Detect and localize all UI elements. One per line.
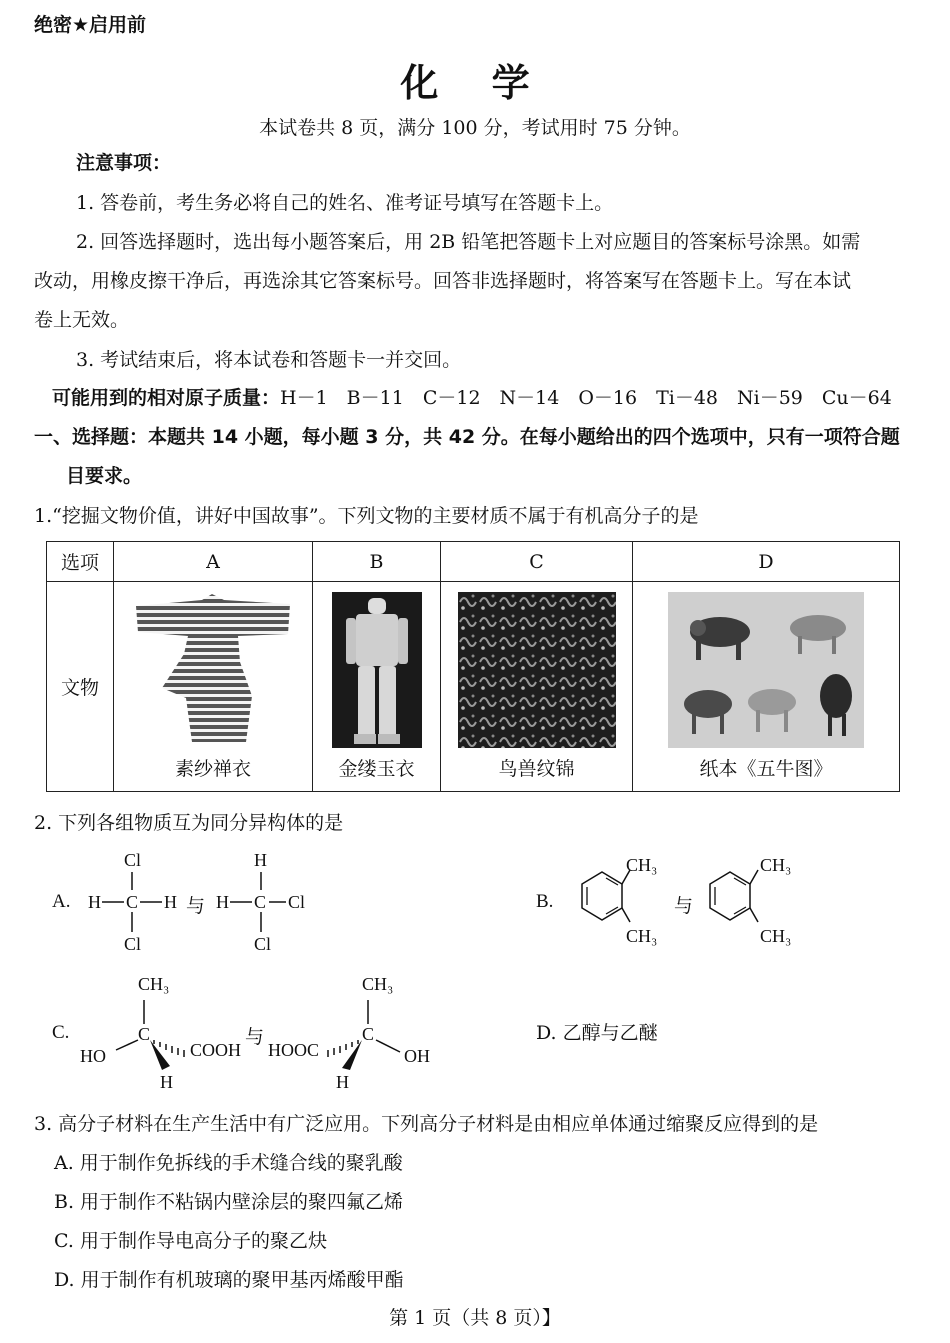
q2-option-d: D. 乙醇与乙醚 bbox=[536, 1022, 658, 1044]
atomic-masses-values: H－1 B－11 C－12 N－14 O－16 Ti－48 Ni－59 Cu－64 bbox=[280, 387, 892, 409]
section-1-heading: 一、选择题：本题共 14 小题，每小题 3 分，共 42 分。在每小题给出的四个选项中，只有一项符合题 bbox=[34, 426, 900, 448]
exam-info: 本试卷共 8 页，满分 100 分，考试用时 75 分钟。 bbox=[259, 117, 691, 139]
question-1-stem: 1.“挖掘文物价值，讲好中国故事”。下列文物的主要材质不属于有机高分子的是 bbox=[34, 505, 699, 527]
page-title: 化 学 bbox=[400, 61, 550, 105]
brocade-image bbox=[458, 592, 616, 748]
table-header-a: A bbox=[114, 542, 313, 582]
q2-c2-ch3: CH₃ bbox=[362, 974, 394, 994]
notes-heading: 注意事项： bbox=[76, 152, 172, 174]
q2-option-c-label: C. bbox=[52, 1022, 70, 1043]
q3-option-c: C. 用于制作导电高分子的聚乙炔 bbox=[54, 1230, 327, 1252]
q2-option-a-label: A. bbox=[52, 891, 71, 912]
svg-text:Cl: Cl bbox=[124, 934, 142, 954]
note-2-line3: 卷上无效。 bbox=[34, 309, 130, 331]
q2-option-c-with: 与 bbox=[245, 1027, 265, 1048]
q2-b-ch3-top-1: CH₃ bbox=[626, 855, 658, 875]
row-label-artifact: 文物 bbox=[47, 582, 114, 792]
q2-option-b-label: B. bbox=[536, 891, 554, 912]
svg-text:Cl: Cl bbox=[254, 934, 272, 954]
note-2-line1: 2. 回答选择题时，选出每小题答案后，用 2B 铅笔把答题卡上对应题目的答案标号涂黑。如需 bbox=[76, 231, 861, 253]
question-2-stem: 2. 下列各组物质互为同分异构体的是 bbox=[34, 812, 344, 834]
svg-text:Cl: Cl bbox=[124, 850, 142, 870]
note-2-line2: 改动，用橡皮擦干净后，再选涂其它答案标号。回答非选择题时，将答案写在答题卡上。写在本试 bbox=[34, 270, 852, 292]
q3-option-d: D. 用于制作有机玻璃的聚甲基丙烯酸甲酯 bbox=[54, 1269, 404, 1291]
section-1-heading-cont: 目要求。 bbox=[66, 465, 143, 487]
artifact-c-caption: 鸟兽纹锦 bbox=[498, 758, 575, 780]
confidential-label: 绝密★启用前 bbox=[34, 14, 147, 36]
q2-c1-carbon: C bbox=[138, 1024, 151, 1044]
atomic-masses-label: 可能用到的相对原子质量： bbox=[52, 387, 281, 409]
table-header-d: D bbox=[633, 542, 900, 582]
q2-c1-h: H bbox=[160, 1072, 173, 1092]
artifact-d-cell bbox=[633, 582, 900, 792]
svg-text:Cl: Cl bbox=[288, 892, 306, 912]
q2-option-c-bonds-1 bbox=[100, 990, 200, 1080]
table-header-option: 选项 bbox=[47, 542, 114, 582]
q2-c1-ho: HO bbox=[80, 1046, 106, 1066]
atomic-masses bbox=[52, 378, 892, 418]
five-oxen-image bbox=[668, 592, 864, 748]
question-3-stem: 3. 高分子材料在生产生活中有广泛应用。下列高分子材料是由相应单体通过缩聚反应得到的是 bbox=[34, 1113, 819, 1135]
artifact-table bbox=[46, 541, 900, 792]
svg-text:H: H bbox=[216, 892, 229, 912]
table-header-c: C bbox=[441, 542, 633, 582]
jade-suit-image bbox=[332, 592, 422, 748]
q3-option-b: B. 用于制作不粘锅内壁涂层的聚四氟乙烯 bbox=[54, 1191, 404, 1213]
q2-c2-carbon: C bbox=[362, 1024, 375, 1044]
q2-option-a-with: 与 bbox=[186, 896, 206, 917]
q2-c2-oh: OH bbox=[404, 1046, 430, 1066]
svg-text:H: H bbox=[88, 892, 101, 912]
page-footer: 第 1 页（共 8 页）】 bbox=[389, 1307, 561, 1329]
artifact-b-caption: 金缕玉衣 bbox=[338, 758, 415, 780]
q2-c1-cooh: COOH bbox=[190, 1040, 242, 1060]
q2-b-ch3-bottom-2: CH₃ bbox=[760, 926, 792, 946]
silk-robe-image bbox=[128, 592, 298, 748]
note-3: 3. 考试结束后，将本试卷和答题卡一并交回。 bbox=[76, 349, 462, 371]
note-1: 1. 答卷前，考生务必将自己的姓名、准考证号填写在答题卡上。 bbox=[76, 192, 614, 214]
q2-c2-hooc: HOOC bbox=[268, 1040, 320, 1060]
q3-option-a: A. 用于制作免拆线的手术缝合线的聚乳酸 bbox=[54, 1152, 403, 1174]
svg-text:C: C bbox=[126, 892, 139, 912]
artifact-a-cell bbox=[114, 582, 313, 792]
svg-text:H: H bbox=[254, 850, 267, 870]
svg-text:C: C bbox=[254, 892, 267, 912]
q2-c1-ch3: CH₃ bbox=[138, 974, 170, 994]
q2-c2-h: H bbox=[336, 1072, 349, 1092]
artifact-d-caption: 纸本《五牛图》 bbox=[699, 758, 833, 780]
q2-b-ch3-top-2: CH₃ bbox=[760, 855, 792, 875]
artifact-a-caption: 素纱禅衣 bbox=[174, 758, 251, 780]
q2-option-c-bonds-2 bbox=[300, 990, 420, 1080]
q2-option-b-with: 与 bbox=[674, 896, 694, 917]
svg-text:H: H bbox=[164, 892, 177, 912]
q2-b-ch3-bottom-1: CH₃ bbox=[626, 926, 658, 946]
artifact-b-cell bbox=[313, 582, 441, 792]
table-header-b: B bbox=[313, 542, 441, 582]
artifact-c-cell bbox=[441, 582, 633, 792]
